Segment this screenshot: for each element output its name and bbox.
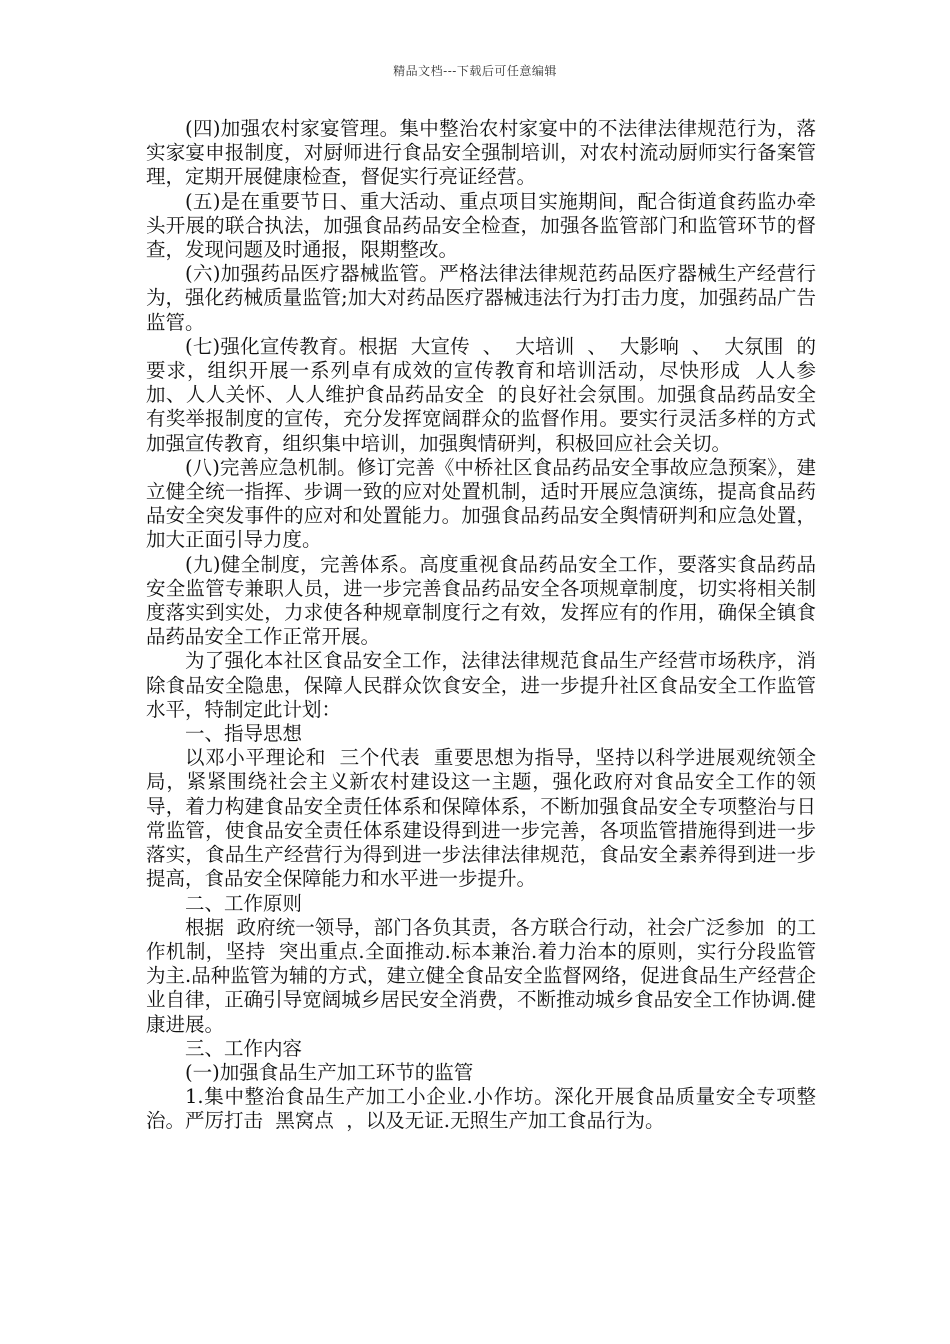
document-body <box>146 117 816 1134</box>
paragraph: (七)强化宣传教育。根据 大宣传 、 大培训 、 大影响 、 大氛围 的要求，组织开展一系列卓有成效的宣传教育和培训活动，尽快形成 人人参加、人人关怀、人人维护食品药品安全 的良好社会氛围。加强食品药品安全有奖举报制度的宣传，充分发挥宽阔群众的监督作用。要实行灵活多样的方式加强宣传教育，组织集中培训，加强舆情研判，积极回应社会关切。 <box>146 334 816 455</box>
paragraph: (五)是在重要节日、重大活动、重点项目实施期间，配合街道食药监办牵头开展的联合执法，加强食品药品安全检查，加强各监管部门和监管环节的督查，发现问题及时通报，限期整改。 <box>146 189 816 262</box>
page-header: 精品文档---下载后可任意编辑 <box>393 64 557 78</box>
paragraph: (九)健全制度，完善体系。高度重视食品药品安全工作，要落实食品药品安全监管专兼职人员，进一步完善食品药品安全各项规章制度，切实将相关制度落实到实处，力求使各种规章制度行之有效，发挥应有的作用，确保全镇食品药品安全工作正常开展。 <box>146 552 816 649</box>
paragraph: (六)加强药品医疗器械监管。严格法律法律规范药品医疗器械生产经营行为，强化药械质量监管;加大对药品医疗器械违法行为打击力度，加强药品广告监管。 <box>146 262 816 334</box>
paragraph: (八)完善应急机制。修订完善《中桥社区食品药品安全事故应急预案》，建立健全统一指挥、步调一致的应对处置机制，适时开展应急演练，提高食品药品安全突发事件的应对和处置能力。加强食品药品安全舆情研判和应急处置，加大正面引导力度。 <box>146 455 816 552</box>
paragraph: 根据 政府统一领导，部门各负其责，各方联合行动，社会广泛参加 的工作机制，坚持 突出重点.全面推动.标本兼治.着力治本的原则，实行分段监管为主.品种监管为辅的方式，建立健全食品安全监督网络，促进食品生产经营企业自律，正确引导宽阔城乡居民安全消费，不断推动城乡食品安全工作协调.健康进展。 <box>146 915 816 1036</box>
paragraph: 1.集中整治食品生产加工小企业.小作坊。深化开展食品质量安全专项整治。严厉打击 黑窝点 ，以及无证.无照生产加工食品行为。 <box>146 1085 816 1133</box>
paragraph: 为了强化本社区食品安全工作，法律法律规范食品生产经营市场秩序，消除食品安全隐患，保障人民群众饮食安全，进一步提升社区食品安全工作监管水平，特制定此计划： <box>146 649 816 721</box>
section-heading: 一、指导思想 <box>185 722 303 746</box>
paragraph: 以邓小平理论和 三个代表 重要思想为指导，坚持以科学进展观统领全局，紧紧围绕社会主义新农村建设这一主题，强化政府对食品安全工作的领导，着力构建食品安全责任体系和保障体系，不断加强食品安全专项整治与日常监管，使食品安全责任体系建设得到进一步完善，各项监管措施得到进一步落实，食品生产经营行为得到进一步法律法律规范，食品安全素养得到进一步提高，食品安全保障能力和水平进一步提升。 <box>146 746 816 891</box>
section-heading: 三、工作内容 <box>185 1036 303 1060</box>
paragraph: (四)加强农村家宴管理。集中整治农村家宴中的不法律法律规范行为，落实家宴申报制度，对厨师进行食品安全强制培训，对农村流动厨师实行备案管理，定期开展健康检查，督促实行亮证经营。 <box>146 117 816 189</box>
subsection-heading: (一)加强食品生产加工环节的监管 <box>185 1060 474 1084</box>
section-heading: 二、工作原则 <box>185 891 303 915</box>
